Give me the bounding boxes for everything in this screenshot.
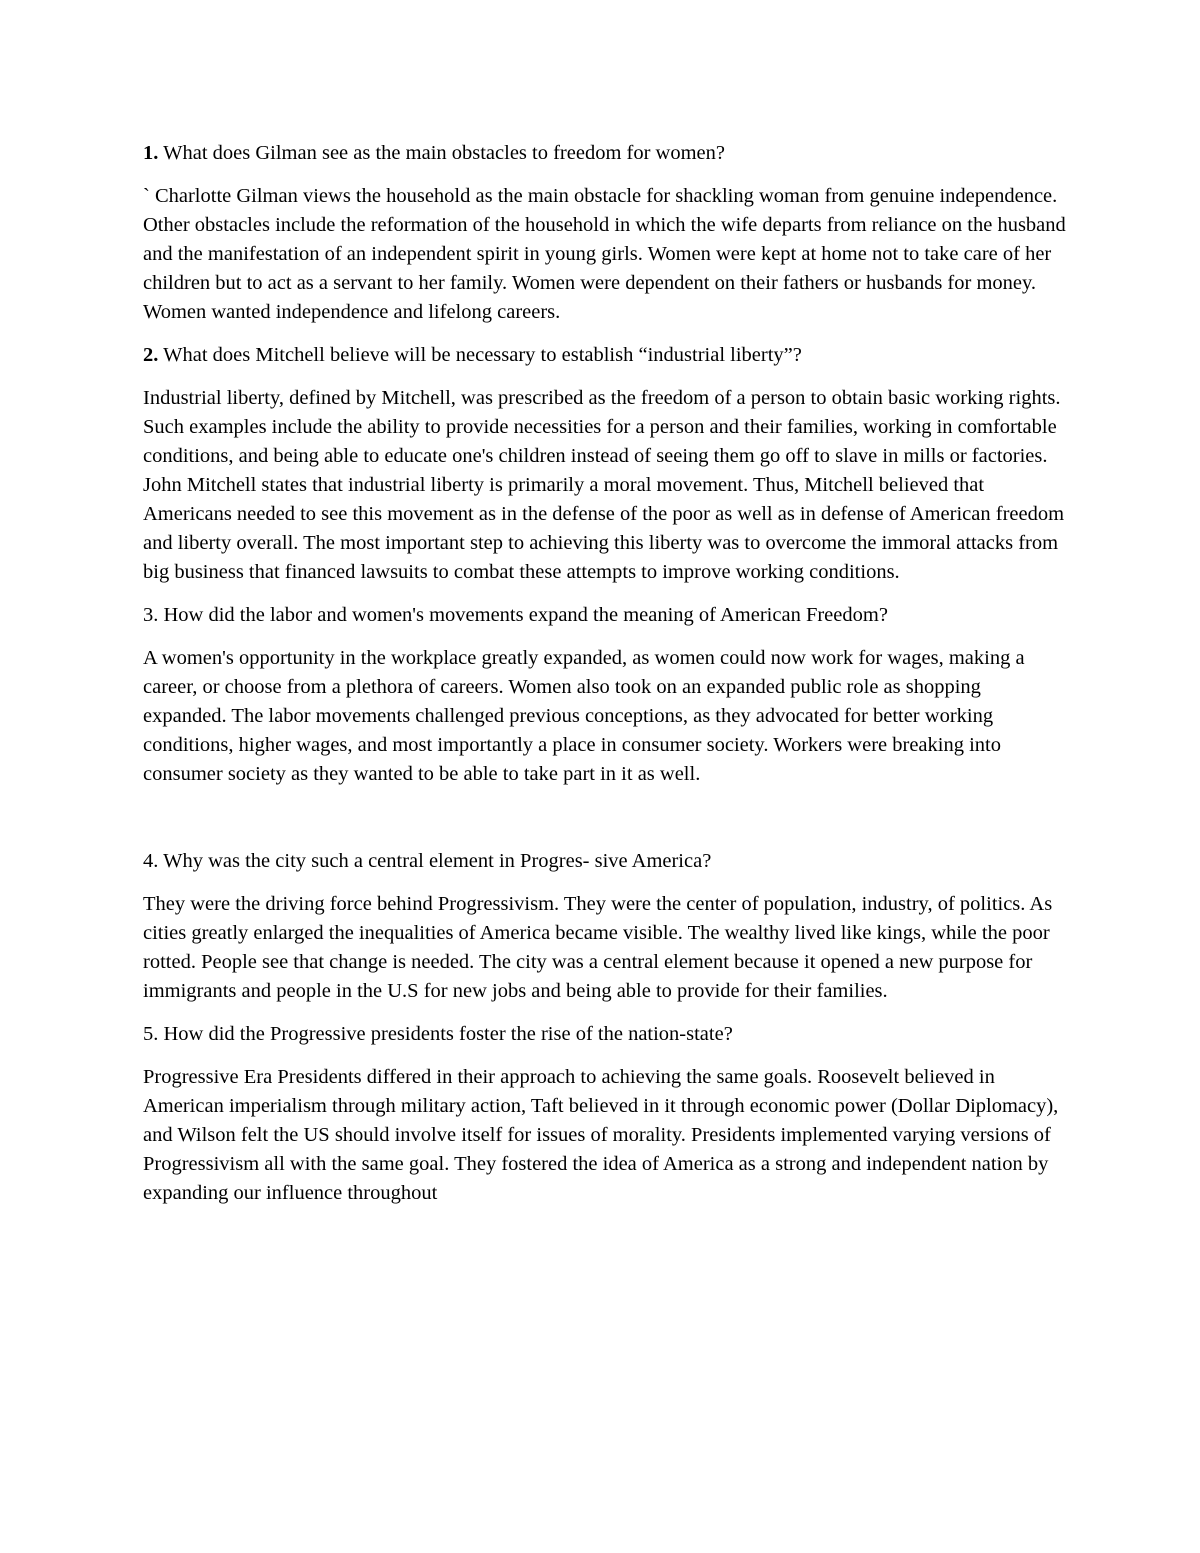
question-2 [143,341,1068,370]
answer-5: Progressive Era Presidents differed in their approach to achieving the same goals. Roosevelt believed in American imperialism through military action, Taft believed in it through economic power (Dollar Diplomacy), and Wilson felt the US should involve itself for issues of morality. Presidents implemented varying versions of Progressivism all with the same goal. They fostered the idea of America as a strong and independent nation by expanding our influence throughout [143,1066,1059,1204]
question-1 [143,139,1068,168]
question-text: What does Mitchell believe will be necessary to establish “industrial liberty”? [163,344,802,366]
answer-2: Industrial liberty, defined by Mitchell, was prescribed as the freedom of a person to obtain basic working rights. Such examples include the ability to provide necessities for a person and their families, working in comfortable conditions, and being able to educate one's children instead of seeing them go off to slave in mills or factories. John Mitchell states that industrial liberty is primarily a moral movement. Thus, Mitchell believed that Americans needed to see this movement as in the defense of the poor as well as in defense of American freedom and liberty overall. The most important step to achieving this liberty was to overcome the immoral attacks from big business that financed lawsuits to combat these attempts to improve working conditions. [143,387,1065,583]
question-number: 1. [143,142,159,164]
answer-3: A women's opportunity in the workplace greatly expanded, as women could now work for wages, making a career, or choose from a plethora of careers. Women also took on an expanded public role as shopping expanded. The labor movements challenged previous conceptions, as they advocated for better working conditions, higher wages, and most importantly a place in consumer society. Workers were breaking into consumer society as they wanted to be able to take part in it as well. [143,647,1025,785]
question-5: 5. How did the Progressive presidents foster the rise of the nation-state? [143,1023,733,1045]
blank-line [143,803,1068,847]
answer-1: ` Charlotte Gilman views the household as the main obstacle for shackling woman from genuine independence. Other obstacles include the reformation of the household in which the wife departs from reliance on the husband and the manifestation of an independent spirit in young girls. Women were kept at home not to take care of her children but to act as a servant to her family. Women were dependent on their fathers or husbands for money. Women wanted independence and lifelong careers. [143,185,1066,323]
answer-4: They were the driving force behind Progressivism. They were the center of population, industry, of politics. As cities greatly enlarged the inequalities of America became visible. The wealthy lived like kings, while the poor rotted. People see that change is needed. The city was a central element because it opened a new purpose for immigrants and people in the U.S for new jobs and being able to provide for their families. [143,893,1053,1002]
question-3: 3. How did the labor and women's movements expand the meaning of American Freedom? [143,604,888,626]
question-number: 2. [143,344,159,366]
document-body [143,139,1068,1222]
question-4: 4. Why was the city such a central element in Progres- sive America? [143,850,712,872]
question-text: What does Gilman see as the main obstacles to freedom for women? [163,142,725,164]
